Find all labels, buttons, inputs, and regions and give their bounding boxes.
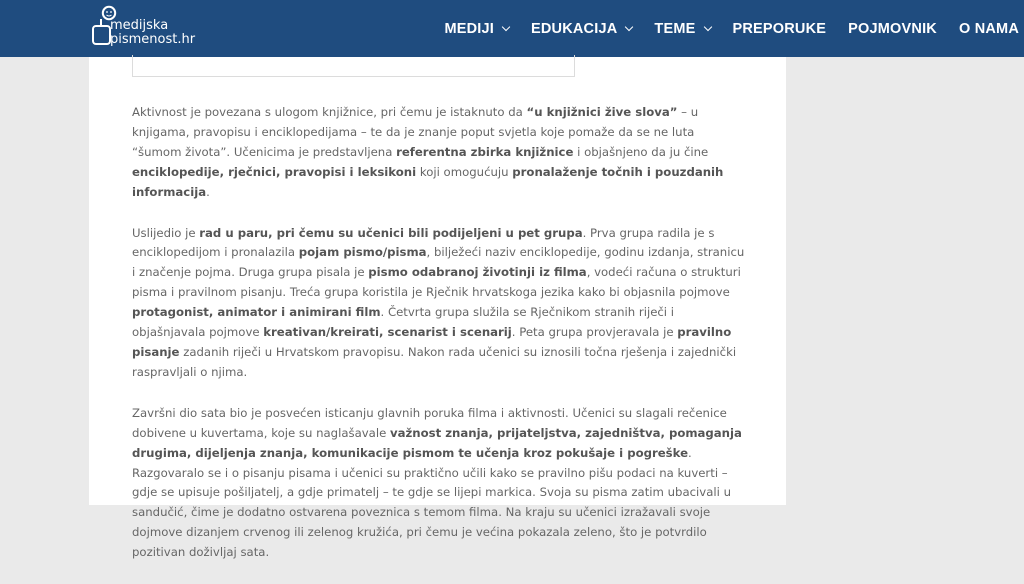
paragraph: [132, 404, 747, 563]
embed-frame: [132, 55, 575, 77]
bold-text: pravilno pisanje: [132, 325, 732, 359]
logo-line-2: pismenost.hr: [110, 32, 196, 47]
bold-text: referentna zbirka knjižnice: [396, 144, 574, 159]
nav-label: O NAMA: [958, 20, 1019, 37]
nav-item-mediji[interactable]: [444, 21, 509, 37]
nav-item-preporuke[interactable]: [733, 21, 827, 37]
bold-text: protagonist, animator i animirani film: [132, 305, 381, 320]
logo-line-1: medijska: [110, 18, 169, 33]
bold-text: pismo odabranoj životinji iz filma: [368, 265, 587, 280]
text-run: . Razgovaralo se i o pisanju pisama i učenici su praktično učili kako se pravilno pišu podaci na kuverti – gdje se upisuje pošiljatelj, a gdje primatelj – te gdje se lijepi markica. Svoja su pisma zatim ubacivali u sandučić, čime je dodatno ostvarena poveznica s temom filma. Na kraju su učenici izražavali svoje dojmove dizanjem crvenog ili zelenog kružića, pri čemu je većina pokazala zeleno, što je potvrdilo pozitivan doživljaj sata.: [132, 445, 731, 560]
bold-text: kreativan/kreirati, scenarist i scenarij: [263, 325, 512, 340]
bold-text: pronalaženje točnih i pouzdanih informacija: [132, 164, 724, 199]
nav-label: EDUKACIJA: [531, 20, 618, 37]
chevron-down-icon: [625, 22, 633, 30]
bold-text: “u knjižnici žive slova”: [526, 105, 678, 119]
site-header: [0, 0, 1024, 57]
bold-text: pojam pismo/pisma: [298, 245, 427, 260]
nav-item-pojmovnik[interactable]: [848, 21, 937, 37]
text-run: Aktivnost je povezana s ulogom knjižnice, pri čemu je istaknuto da: [132, 105, 527, 119]
chevron-down-icon: [502, 22, 510, 30]
text-run: koji omogućuju: [416, 164, 513, 179]
nav-label: PREPORUKE: [732, 20, 827, 37]
text-run: – u knjigama, pravopisu i enciklopedijama – te da je znanje poput svjetla koje pomaže da se ne luta “šumom života”. Učenicima je predstavljena: [132, 105, 699, 159]
nav-item-o-nama[interactable]: [959, 21, 1019, 37]
text-run: , bilježeći naziv enciklopedije, godinu izdanja, stranicu i značenje pojma. Druga grupa pisala je: [132, 245, 745, 280]
text-run: .: [206, 184, 210, 199]
paragraph: [132, 224, 747, 383]
chevron-down-icon: [703, 22, 711, 30]
text-run: zadanih riječi u Hrvatskom pravopisu. Nakon rada učenici su iznosili točna rješenja i zajednički raspravljali o njima.: [132, 344, 737, 379]
main-nav: [444, 0, 1024, 57]
nav-label: POJMOVNIK: [848, 20, 937, 37]
nav-label: MEDIJI: [444, 20, 494, 37]
text-run: Uslijedio je: [132, 225, 200, 240]
text-run: . Četvrta grupa služila se Rječnikom stranih riječi i objašnjavala pojmove: [132, 305, 675, 340]
text-run: i objašnjeno da ju čine: [573, 144, 709, 159]
nav-label: TEME: [654, 20, 696, 37]
text-run: , vodeći računa o strukturi pisma i pravilnom pisanju. Treća grupa koristila je Rječnik hrvatskoga jezika kako bi objasnila pojmove: [132, 265, 741, 300]
nav-item-teme[interactable]: [654, 21, 710, 37]
text-run: . Peta grupa provjeravala je: [511, 325, 678, 340]
bold-text: rad u paru, pri čemu su učenici bili podijeljeni u pet grupa: [199, 225, 583, 240]
article-body: [132, 103, 747, 584]
logo-wordmark: [110, 19, 195, 47]
bold-text: važnost znanja, prijateljstva, zajedništva, pomaganja drugima, dijeljenja znanja, komunikacije pismom te učenja kroz pokušaje i pogreške: [132, 425, 742, 460]
text-run: Završni dio sata bio je posvećen isticanju glavnih poruka filma i aktivnosti. Učenici su slagali rečenice dobivene u kuvertama, koje su naglašavale: [132, 405, 727, 440]
nav-item-edukacija[interactable]: [531, 21, 632, 37]
site-logo[interactable]: [92, 5, 202, 51]
text-run: . Prva grupa radila je s enciklopedijom i pronalazila: [132, 225, 715, 260]
bold-text: enciklopedije, rječnici, pravopisi i leksikoni: [132, 164, 417, 179]
paragraph: [132, 103, 747, 203]
content-card: [89, 57, 786, 560]
